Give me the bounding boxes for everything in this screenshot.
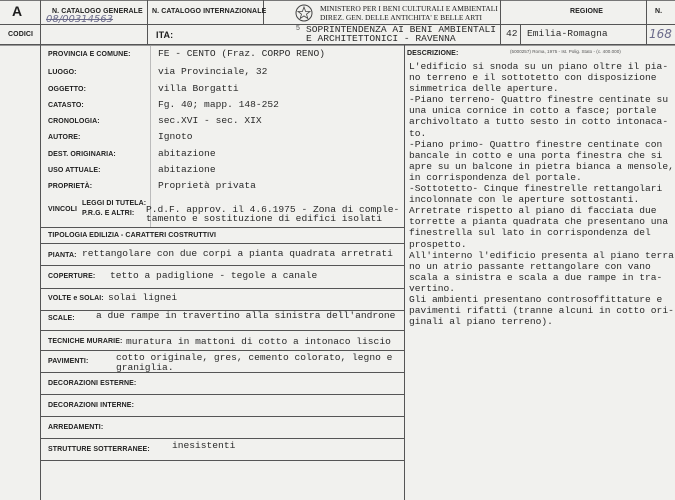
decorazioni-esterne-label: DECORAZIONI ESTERNE: [48, 380, 137, 387]
n-catalogo-generale-label: N. CATALOGO GENERALE [52, 8, 143, 15]
n-catalogo-internazionale-label: N. CATALOGO INTERNAZIONALE [152, 8, 267, 15]
scale-label: SCALE: [48, 315, 75, 322]
leggi-tutela-label: LEGGI DI TUTELA: [82, 200, 147, 207]
uso-attuale-value: abitazione [158, 164, 216, 175]
descrizione-line: in corrispondenza del portale. [409, 171, 582, 183]
descrizione-line: simmetrica delle aperture. [409, 83, 559, 95]
catasto-label: CATASTO: [48, 102, 84, 109]
descrizione-line: All'interno l'edificio presenta al piano terra [409, 249, 674, 261]
descrizione-line: -Piano primo- Quattro finestre centinate con [409, 138, 663, 150]
uso-attuale-label: USO ATTUALE: [48, 167, 101, 174]
regione-value: Emilia-Romagna [527, 28, 608, 39]
tipologia-label: TIPOLOGIA EDILIZIA - CARATTERI COSTRUTTIVI [48, 232, 217, 239]
descrizione-line: torrette a pianta quadrata che presentano una [409, 216, 669, 228]
ita-label: ITA: [156, 30, 174, 40]
dest-originaria-label: DEST. ORIGINARIA: [48, 151, 116, 158]
descrizione-line: apre su un balcone in pietra bianca a mensole, [409, 160, 674, 172]
descrizione-line: scala a sinistra e scala a due rampe in tra- [409, 271, 663, 283]
tecniche-murarie-value: muratura in mattoni di cotto a intonaco liscio [126, 336, 391, 347]
soprintendenza-line-1: SOPRINTENDENZA AI BENI AMBIENTALI [306, 24, 496, 35]
pianta-value: rettangolare con due corpi a pianta quadrata arretrati [82, 248, 393, 259]
catasto-value: Fg. 40; mapp. 148-252 [158, 99, 279, 110]
descrizione-line: archivoltato a tutto sesto in cotto intonaca- [409, 116, 669, 128]
oggetto-value: villa Borgatti [158, 83, 239, 94]
pavimenti-label: PAVIMENTI: [48, 358, 89, 365]
descrizione-line: una unica cornice in cotto a fasce; portale [409, 105, 657, 117]
oggetto-label: OGGETTO: [48, 86, 87, 93]
descrizione-line: vertino. [409, 282, 456, 294]
descrizione-line: no un atrio passante rettangolare con vano [409, 260, 651, 272]
descrizione-line: incolonnate con le aperture sottostanti. [409, 194, 640, 206]
pavimenti-value-line-1: cotto originale, gres, cemento colorato, legno e [116, 352, 393, 363]
luogo-label: LUOGO: [48, 69, 77, 76]
provincia-value: FE - CENTO (Fraz. CORPO RENO) [158, 48, 325, 59]
ministero-line-2: DIREZ. GEN. DELLE ANTICHITA' E BELLE ARTI [320, 13, 482, 22]
descrizione-line: no terreno e il sottotetto con disposizione [409, 72, 657, 84]
vincoli-value-line-2: tamento e sostituzione di edifici isolati [146, 213, 383, 224]
pianta-label: PIANTA: [48, 252, 77, 259]
luogo-value: via Provinciale, 32 [158, 66, 268, 77]
emblem-icon [295, 4, 313, 22]
print-note: (5000257) Roma, 1975 - Ist. Polig. Stato - (c. 400.000) [510, 49, 621, 54]
soprintendenza-number: 5 [296, 25, 300, 32]
autore-value: Ignoto [158, 131, 193, 142]
cronologia-value: sec.XVI - sec. XIX [158, 115, 262, 126]
descrizione-line: to. [409, 127, 427, 139]
codici-label: CODICI [8, 31, 34, 38]
coperture-label: COPERTURE: [48, 273, 96, 280]
descrizione-line: pavimenti rifatti (tranne alcuni in cotto ori- [409, 305, 674, 317]
autore-label: AUTORE: [48, 134, 81, 141]
n-label: N. [655, 8, 663, 15]
descrizione-line: Gli ambienti presentano controsoffittature e [409, 293, 663, 305]
section-letter: A [12, 3, 23, 19]
descrizione-line: ginali al piano terreno). [409, 316, 553, 328]
n-value: 168 [649, 27, 672, 41]
coperture-value: tetto a padiglione - tegole a canale [110, 270, 318, 281]
tecniche-murarie-label: TECNICHE MURARIE: [48, 338, 123, 345]
descrizione-line: -Piano terreno- Quattro finestre centinate su [409, 94, 669, 106]
soprintendenza-line-2: E ARCHITETTONICI - RAVENNA [306, 33, 456, 44]
strutture-sotterranee-label: STRUTTURE SOTTERRANEE: [48, 446, 150, 453]
descrizione-line: prospetto. [409, 238, 467, 250]
descrizione-line: L'edificio si snoda su un piano oltre il pia- [409, 61, 669, 72]
regione-label: REGIONE [570, 8, 603, 15]
proprieta-value: Proprietà privata [158, 180, 256, 191]
descrizione-label: DESCRIZIONE: [407, 50, 459, 57]
proprieta-label: PROPRIETÀ: [48, 183, 93, 190]
cronologia-label: CRONOLOGIA: [48, 118, 100, 125]
vincoli-value-line-1: P.d.F. approv. il 4.6.1975 - Zona di comple- [146, 204, 400, 215]
descrizione-line: finestrella sul lato in corrispondenza del [409, 227, 651, 239]
scale-value: a due rampe in travertino alla sinistra dell'androne [96, 310, 396, 321]
descrizione-line: bancale in cotto e una porta finestra che si [409, 149, 663, 161]
ministero-line-1: MINISTERO PER I BENI CULTURALI E AMBIENTALI [320, 4, 498, 13]
descrizione-line: Arretrate rispetto al piano di facciata due [409, 205, 657, 217]
descrizione-line: -Sottotetto- Cinque finestrelle rettangolari [409, 183, 663, 195]
decorazioni-interne-label: DECORAZIONI INTERNE: [48, 402, 134, 409]
strutture-sotterranee-value: inesistenti [172, 440, 236, 451]
pavimenti-value-line-2: graniglia. [116, 362, 174, 373]
volte-solai-value: solai lignei [108, 292, 178, 303]
dest-originaria-value: abitazione [158, 148, 216, 159]
volte-solai-label: VOLTE e SOLAI: [48, 295, 104, 302]
n-catalogo-generale-value: 08/00314563 [46, 14, 113, 25]
arredamenti-label: ARREDAMENTI: [48, 424, 104, 431]
prg-label: P.R.G. E ALTRI: [82, 210, 135, 217]
provincia-label: PROVINCIA E COMUNE: [48, 51, 131, 58]
vincoli-label: VINCOLI [48, 206, 78, 213]
descrizione-text [409, 61, 674, 328]
region-code: 42 [506, 28, 518, 39]
